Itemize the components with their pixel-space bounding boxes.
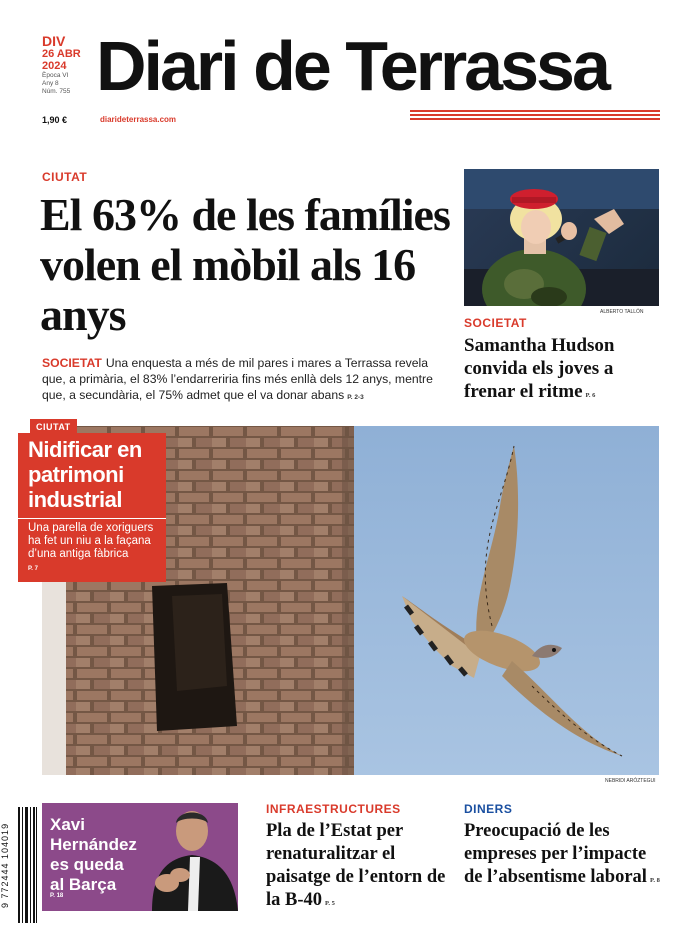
kestrel-photo-credit: NEBRIDI ARÓZTEGUI (605, 778, 656, 784)
diners-section-label: DINERS (464, 802, 513, 816)
edition-info (42, 34, 102, 96)
barcode-number: 9 772444 104019 (0, 822, 10, 908)
hudson-page-ref: P. 6 (585, 392, 596, 399)
website-link[interactable]: diarideterrassa.com (100, 115, 177, 124)
infra-headline[interactable] (266, 820, 456, 915)
edition-epoca: Època VI (42, 72, 69, 79)
edition-number: Núm. 755 (42, 88, 71, 95)
nidificar-page-ref: P. 7 (28, 566, 38, 572)
hudson-photo-illustration (464, 169, 659, 306)
logo-underline (410, 110, 660, 122)
hudson-headline[interactable] (464, 334, 664, 407)
edition-date-year: 2024 (42, 60, 67, 72)
infra-headline-text: Pla de l’Estat per renaturalitzar el paisatge de l’entorn de la B-40 (266, 821, 446, 910)
edition-any: Any 8 (42, 80, 59, 87)
diners-headline-text: Preocupació de les empreses per l’impacte de l’absentisme laboral (464, 821, 647, 887)
diners-page-ref: P. 8 (649, 877, 660, 884)
main-dek (42, 355, 447, 406)
edition-date-day: 26 ABR (42, 48, 81, 60)
main-section-label: CIUTAT (42, 170, 88, 184)
diners-headline[interactable] (464, 820, 664, 892)
nidificar-subhead: Una parella de xoriguers ha fet un niu a la façana d’una antiga fàbrica (28, 522, 154, 560)
main-headline[interactable]: El 63% de les famílies volen el mòbil als 16 anys (40, 189, 450, 340)
edition-day: DIV (42, 33, 66, 49)
newspaper-logo: Diari de Terrassa (96, 27, 608, 105)
hudson-section-label: SOCIETAT (464, 316, 527, 330)
nidificar-subhead-box (18, 518, 166, 582)
nidificar-section-label: CIUTAT (30, 419, 77, 435)
main-page-ref: P. 2-3 (347, 394, 364, 401)
nidificar-headline: Nidificar en patrimoni industrial (28, 437, 142, 512)
main-dek-text: Una enquesta a més de mil pares i mares a Terrassa revela que, a primària, el 83% l’endarreriria fins més enllà dels 12 anys, mentre que, a secundària, el 75% admet que el va donar abans (42, 356, 433, 402)
main-dek-section: SOCIETAT (42, 356, 102, 370)
barcode-icon (4, 805, 38, 925)
price: 1,90 € (42, 115, 68, 125)
hudson-photo-credit: ALBERTO TALLÓN (600, 309, 644, 315)
infra-page-ref: P. 5 (325, 900, 335, 907)
nidificar-headline-box[interactable] (18, 433, 166, 520)
xavi-headline: Xavi Hernández es queda al Barça (50, 815, 137, 894)
infra-section-label: INFRAESTRUCTURES (266, 802, 401, 816)
xavi-page-ref: P. 18 (50, 893, 64, 899)
hudson-photo[interactable] (464, 169, 659, 306)
hudson-headline-text: Samantha Hudson convida els joves a frenar el ritme (464, 335, 615, 402)
